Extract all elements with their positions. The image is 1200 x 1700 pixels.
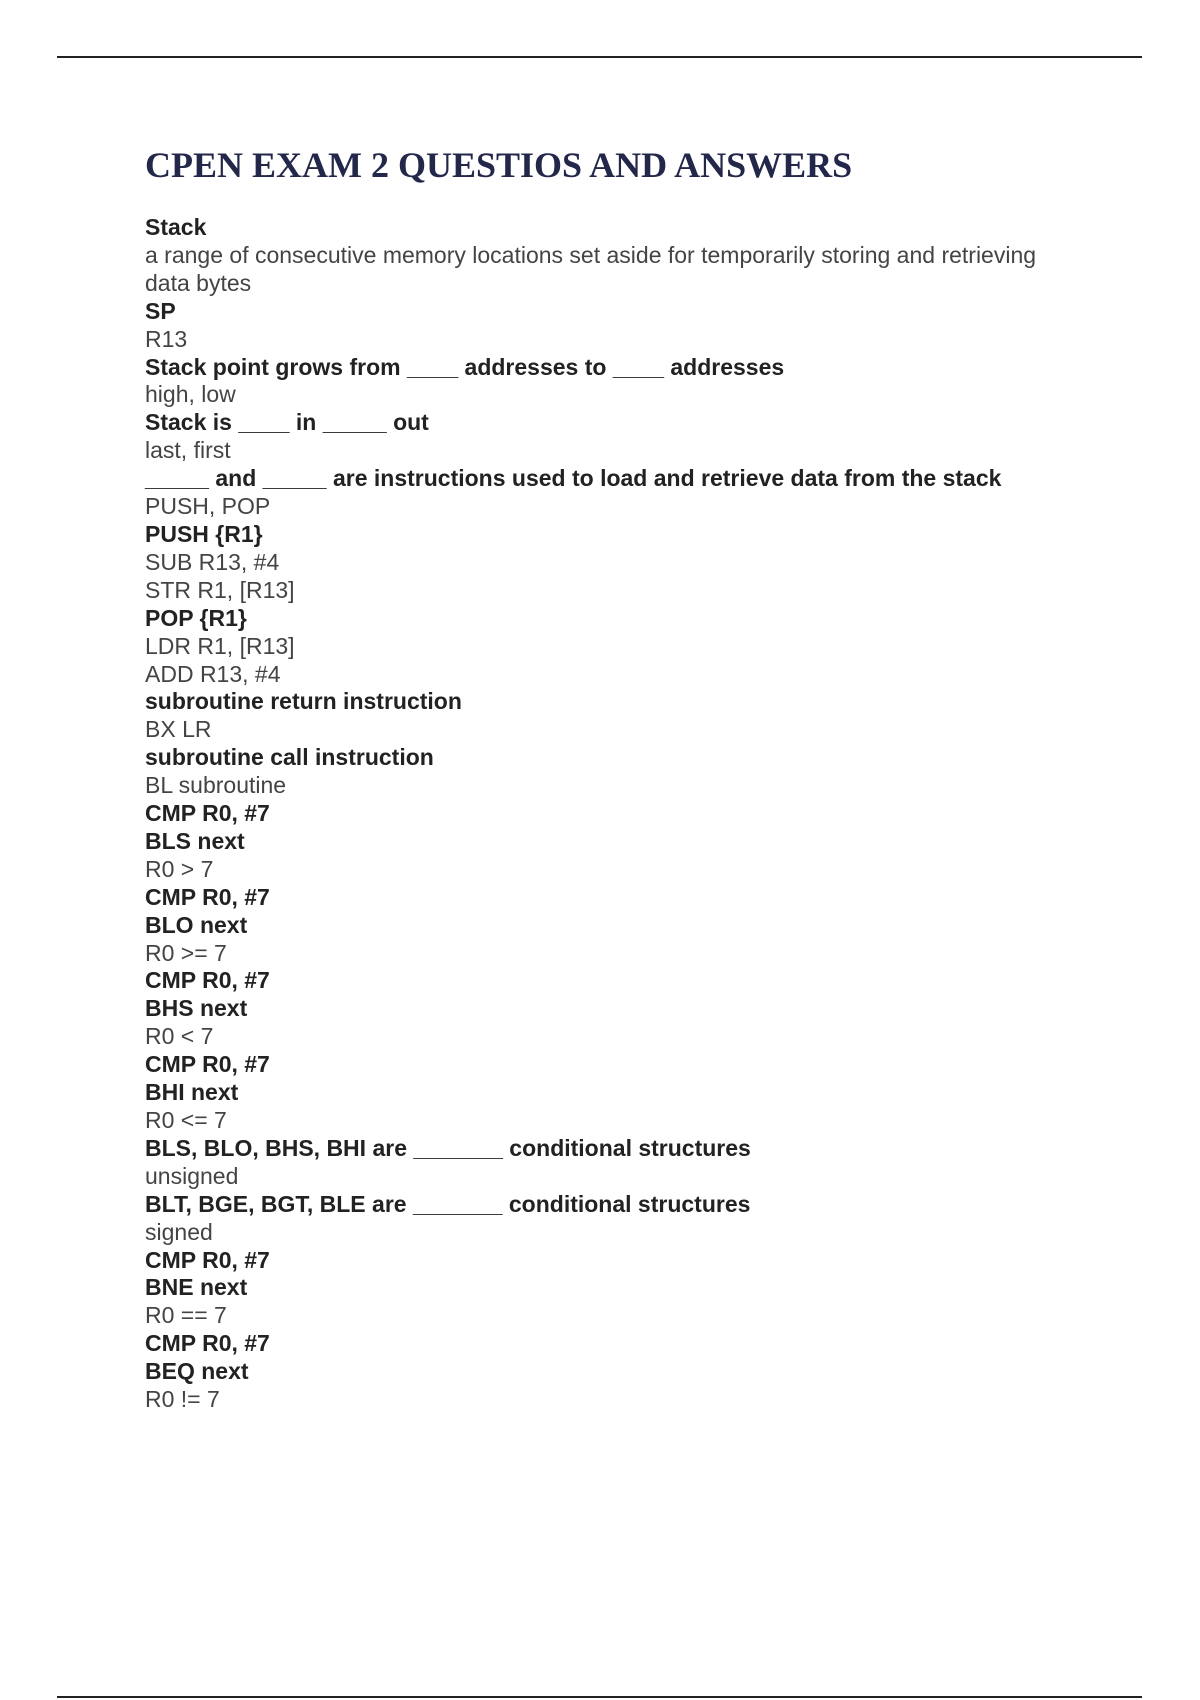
answer-line: ADD R13, #4 <box>145 660 281 687</box>
answer-line: R0 == 7 <box>145 1302 227 1329</box>
answer-line: R0 != 7 <box>145 1386 220 1413</box>
answer-line: last, first <box>145 437 231 464</box>
question-line: BNE next <box>145 1274 248 1301</box>
answer-line: R0 < 7 <box>145 1023 214 1050</box>
answer-line: data bytes <box>145 269 252 296</box>
footer-rule <box>57 1696 1142 1698</box>
question-line: subroutine call instruction <box>145 744 434 771</box>
question-line: POP {R1} <box>145 604 247 631</box>
question-line: BHI next <box>145 1079 239 1106</box>
question-line: BEQ next <box>145 1358 249 1385</box>
question-line: Stack <box>145 214 207 240</box>
question-line: BHS next <box>145 995 248 1022</box>
answer-line: BX LR <box>145 716 212 743</box>
answer-line: a range of consecutive memory locations set aside for temporarily storing and retrieving <box>145 241 1037 268</box>
question-line: CMP R0, #7 <box>145 1051 270 1078</box>
question-line: CMP R0, #7 <box>145 800 270 827</box>
answer-line: unsigned <box>145 1162 239 1189</box>
header-rule <box>57 56 1142 58</box>
question-line: subroutine return instruction <box>145 688 462 715</box>
question-line: CMP R0, #7 <box>145 967 270 994</box>
document-title: CPEN EXAM 2 QUESTIOS AND ANSWERS <box>145 145 853 185</box>
question-line: PUSH {R1} <box>145 520 263 547</box>
question-line: Stack point grows from ____ addresses to ____ addresses <box>145 353 785 380</box>
answer-line: high, low <box>145 381 236 408</box>
answer-line: STR R1, [R13] <box>145 576 295 603</box>
question-line: BLS next <box>145 827 245 854</box>
qa-list <box>145 214 1105 1414</box>
answer-line: LDR R1, [R13] <box>145 632 295 659</box>
question-line: CMP R0, #7 <box>145 1246 270 1273</box>
question-line: Stack is ____ in _____ out <box>145 409 429 436</box>
question-line: BLO next <box>145 911 248 938</box>
question-line: _____ and _____ are instructions used to load and retrieve data from the stack <box>145 465 1002 492</box>
answer-line: R0 >= 7 <box>145 939 227 966</box>
question-line: CMP R0, #7 <box>145 883 270 910</box>
question-line: BLS, BLO, BHS, BHI are _______ conditional structures <box>145 1134 751 1161</box>
answer-line: BL subroutine <box>145 772 287 799</box>
answer-line: signed <box>145 1218 213 1245</box>
question-line: CMP R0, #7 <box>145 1330 270 1357</box>
question-line: SP <box>145 297 176 324</box>
answer-line: R0 > 7 <box>145 855 214 882</box>
question-line: BLT, BGE, BGT, BLE are _______ conditional structures <box>145 1190 751 1217</box>
answer-line: R13 <box>145 325 188 352</box>
answer-line: PUSH, POP <box>145 493 271 520</box>
answer-line: SUB R13, #4 <box>145 548 280 575</box>
answer-line: R0 <= 7 <box>145 1107 227 1133</box>
